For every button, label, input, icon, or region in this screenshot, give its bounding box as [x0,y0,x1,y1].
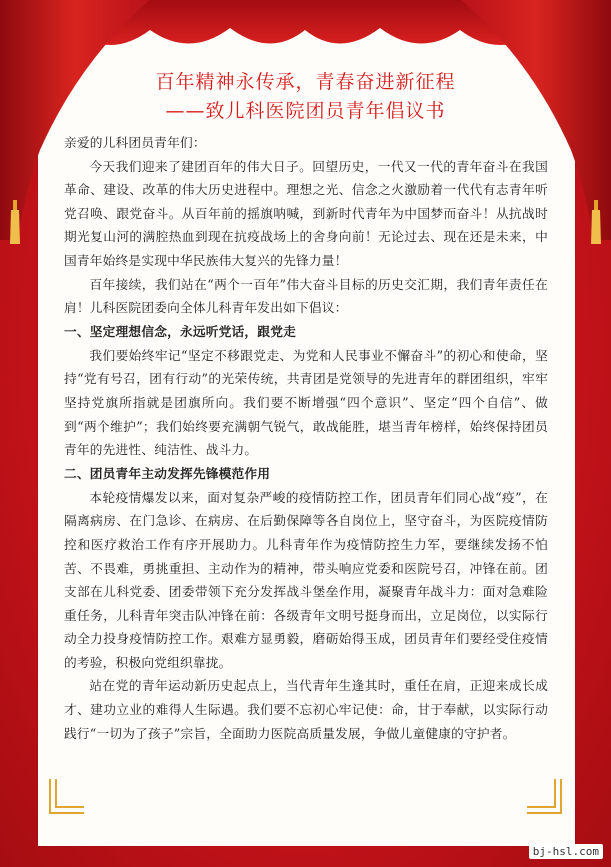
section-heading-2: 二、团员青年主动发挥先锋模范作用 [64,465,271,481]
page-title: 百年精神永传承，青春奋进新征程 [155,71,456,93]
salutation: 亲爱的儿科团员青年们： [64,135,206,150]
corner-ornament-right-icon [523,775,563,815]
letter-body [64,131,548,745]
page-subtitle: ——致儿科医院团员青年倡议书 [165,100,446,122]
paragraph-3: 我们要始终牢记“坚定不移跟党走、为党和人民事业不懈奋斗”的初心和使命，坚持“党有号召，团有行动”的光荣传统，共青团是党领导的先进青年的群团组织，牢牢坚持党旗所指就是团旗所向。我们要不断增强“四个意识”、坚定“四个自信”、做到“两个维护”；我们始终要充满朝气锐气，敢战能胜，堪当青年榜样，始终保持团员青年的先进性、纯洁性、战斗力。 [64,347,548,458]
paragraph-4: 本轮疫情爆发以来，面对复杂严峻的疫情防控工作，团员青年们同心战“疫”，在隔离病房、在门急诊、在病房、在后勤保障等各自岗位上，坚守奋斗，为医院疫情防控和医疗救治工作有序开展助力。儿科青年作为疫情防控生力军，要继续发扬不怕苦、不畏难，勇挑重担、主动作为的精神，带头响应党委和医院号召，冲锋在前。团支部在儿科党委、团委带领下充分发挥战斗堡垒作用，凝聚青年战斗力：面对急难险重任务，儿科青年突击队冲锋在前：各级青年文明号挺身而出，立足岗位，以实际行动全力投身疫情防控工作。艰难方显勇毅，磨砺始得玉成，团员青年们要经受住疫情的考验，积极向党组织靠拢。 [64,489,548,670]
section-heading-1: 一、坚定理想信念，永远听党话，跟党走 [64,323,296,339]
paragraph-2: 百年接续，我们站在“两个一百年”伟大奋斗目标的历史交汇期，我们青年责任在肩！儿科医院团委向全体儿科青年发出如下倡议： [64,276,548,316]
paragraph-1: 今天我们迎来了建团百年的伟大日子。回望历史，一代又一代的青年奋斗在我国革命、建设、改革的伟大历史进程中。理想之光、信念之火激励着一代代有志青年听党召唤、跟党奋斗。从百年前的摇旗呐喊，到新时代青年为中国梦而奋斗！从抗战时期光复山河的满腔热血到现在抗疫战场上的舍身向前！无论过去、现在还是未来，中国青年始终是实现中华民族伟大复兴的先锋力量！ [64,158,548,268]
corner-ornament-left-icon [48,775,88,815]
watermark: bj-hsl.com [529,844,603,859]
paragraph-5: 站在党的青年运动新历史起点上，当代青年生逢其时，重任在肩，正迎来成长成才、建功立业的难得人生际遇。我们要不忘初心牢记使：命，甘于奉献，以实际行动践行“一切为了孩子”宗旨，全面助力医院高质量发展，争做儿童健康的守护者。 [64,678,548,741]
tassel-left-icon [10,200,20,244]
tassel-right-icon [591,200,601,244]
